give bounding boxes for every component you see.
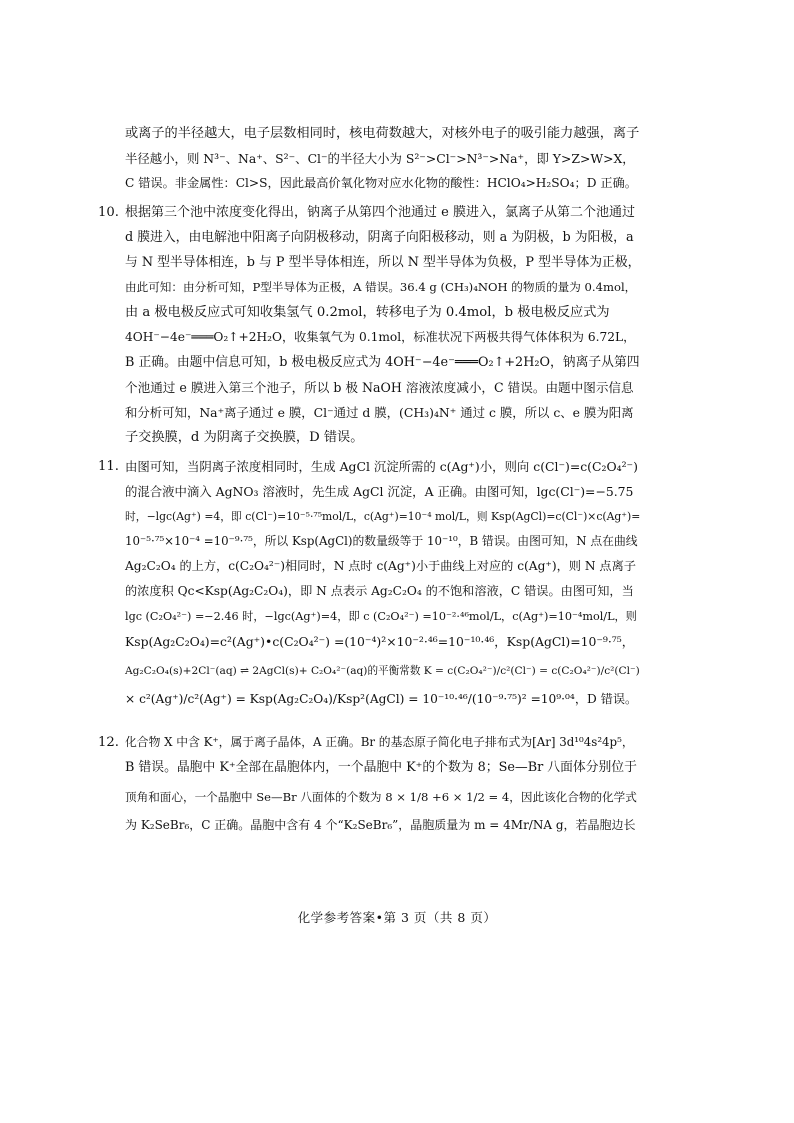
item-number: 12.	[98, 735, 119, 750]
text-line: B 正确。由题中信息可知，b 极电极反应式为 4OH⁻−4e⁻═══O₂↑+2H₂O，钠离子从第四	[125, 355, 640, 370]
equilibrium-formula-line: Ag₂C₂O₄(s)+2Cl⁻(aq) ⇌ 2AgCl(s)+ C₂O₄²⁻(aq)的平衡常数 K = c(C₂O₄²⁻)/c²(Cl⁻) = c(C₂O₄²⁻)/c²(Cl⁻)	[125, 665, 640, 677]
item-number: 10.	[98, 205, 119, 220]
answer-item-10	[98, 200, 641, 450]
text-line: 半径越小，则 N³⁻、Na⁺、S²⁻、Cl⁻的半径大小为 S²⁻>Cl⁻>N³⁻>Na⁺，即 Y>Z>W>X，	[125, 151, 635, 166]
text-line: 为 K₂SeBr₆，C 正确。晶胞中含有 4 个“K₂SeBr₆”，晶胞质量为 m = 4Mr/NA g，若晶胞边长	[125, 818, 636, 832]
text-line: 根据第三个池中浓度变化得出，钠离子从第四个池通过 e 膜进入，氯离子从第二个池通过	[125, 205, 635, 220]
answer-item-11	[98, 454, 641, 710]
text-line: 化合物 X 中含 K⁺，属于离子晶体，A 正确。Br 的基态原子简化电子排布式为[Ar] 3d¹⁰4s²4p⁵，	[125, 735, 634, 749]
text-line: 时，−lgc(Ag⁺) =4，即 c(Cl⁻)=10⁻⁵·⁷⁵mol/L，c(Ag⁺)=10⁻⁴ mol/L，则 Ksp(AgCl)=c(Cl⁻)×c(Ag⁺)=	[125, 510, 641, 523]
text-line: 子交换膜，d 为阴离子交换膜，D 错误。	[125, 430, 364, 445]
text-line: 的浓度积 Qc<Ksp(Ag₂C₂O₄)，即 N 点表示 Ag₂C₂O₄ 的不饱和溶液，C 错误。由图可知，当	[125, 584, 634, 598]
text-line: 的混合液中滴入 AgNO₃ 溶液时，先生成 AgCl 沉淀，A 正确。由图可知，lgc(Cl⁻)=−5.75	[125, 484, 634, 499]
spacer	[125, 714, 640, 726]
text-line: 由图可知，当阴离子浓度相同时，生成 AgCl 沉淀所需的 c(Ag⁺)小，则向 c(Cl⁻)=c(C₂O₄²⁻)	[125, 459, 638, 474]
text-line: lgc (C₂O₄²⁻) =−2.46 时，−lgc(Ag⁺)=4，即 c (C₂O₄²⁻) =10⁻²·⁴⁶mol/L，c(Ag⁺)=10⁻⁴mol/L，则	[125, 610, 637, 623]
answer-body	[98, 121, 641, 840]
intro-paragraph	[125, 121, 640, 196]
equilibrium-formula-line: × c²(Ag⁺)/c²(Ag⁺) = Ksp(Ag₂C₂O₄)/Ksp²(AgCl) = 10⁻¹⁰·⁴⁶/(10⁻⁹·⁷⁵)² =10⁹·⁰⁴，D 错误。	[125, 692, 638, 706]
text-line: d 膜进入，由电解池中阳离子向阴极移动，阴离子向阳极移动，则 a 为阴极，b 为阳极，a	[125, 230, 634, 245]
text-line: 和分析可知，Na⁺离子通过 e 膜，Cl⁻通过 d 膜，(CH₃)₄N⁺ 通过 c 膜，所以 c、e 膜为阳离	[125, 405, 634, 420]
text-line: 与 N 型半导体相连，b 与 P 型半导体相连，所以 N 型半导体为负极，P 型半导体为正极，	[125, 255, 641, 270]
text-line: Ksp(Ag₂C₂O₄)=c²(Ag⁺)•c(C₂O₄²⁻) =(10⁻⁴)²×10⁻²·⁴⁶=10⁻¹⁰·⁴⁶，Ksp(AgCl)=10⁻⁹·⁷⁵，	[125, 634, 635, 649]
text-line: 由 a 极电极反应式可知收集氢气 0.2mol，转移电子为 0.4mol，b 极电极反应式为	[125, 305, 610, 320]
page-footer: 化学参考答案•第 3 页（共 8 页）	[297, 910, 497, 925]
text-line: C 错误。非金属性：Cl>S，因此最高价氧化物对应水化物的酸性：HClO₄>H₂SO₄；D 正确。	[125, 176, 637, 190]
text-line: 或离子的半径越大，电子层数相同时，核电荷数越大，对核外电子的吸引能力越强，离子	[125, 126, 640, 141]
text-line: Ag₂C₂O₄ 的上方，c(C₂O₄²⁻)相同时，N 点时 c(Ag⁺)小于曲线上对应的 c(Ag⁺)，则 N 点离子	[125, 559, 636, 573]
answer-item-12	[98, 730, 640, 836]
text-line: 个池通过 e 膜进入第三个池子，所以 b 极 NaOH 溶液浓度减小，C 错误。由题中图示信息	[125, 380, 634, 395]
text-line: B 错误。晶胞中 K⁺全部在晶胞体内，一个晶胞中 K⁺的个数为 8；Se—Br 八面体分别位于	[125, 760, 637, 775]
text-line: 10⁻⁵·⁷⁵×10⁻⁴ =10⁻⁹·⁷⁵，所以 Ksp(AgCl)的数量级等于 10⁻¹⁰，B 错误。由图可知，N 点在曲线	[125, 534, 638, 548]
text-line: 4OH⁻−4e⁻═══O₂↑+2H₂O，收集氧气为 0.1mol，标准状况下两极共得气体体积为 6.72L，	[125, 330, 636, 344]
item-number: 11.	[98, 459, 119, 474]
text-line: 由此可知：由分析可知，P型半导体为正极，A 错误。36.4 g (CH₃)₄NOH 的物质的量为 0.4mol，	[125, 280, 637, 294]
text-line: 顶角和面心，一个晶胞中 Se—Br 八面体的个数为 8 × 1/8 +6 × 1/2 = 4，因此该化合物的化学式	[125, 790, 637, 804]
